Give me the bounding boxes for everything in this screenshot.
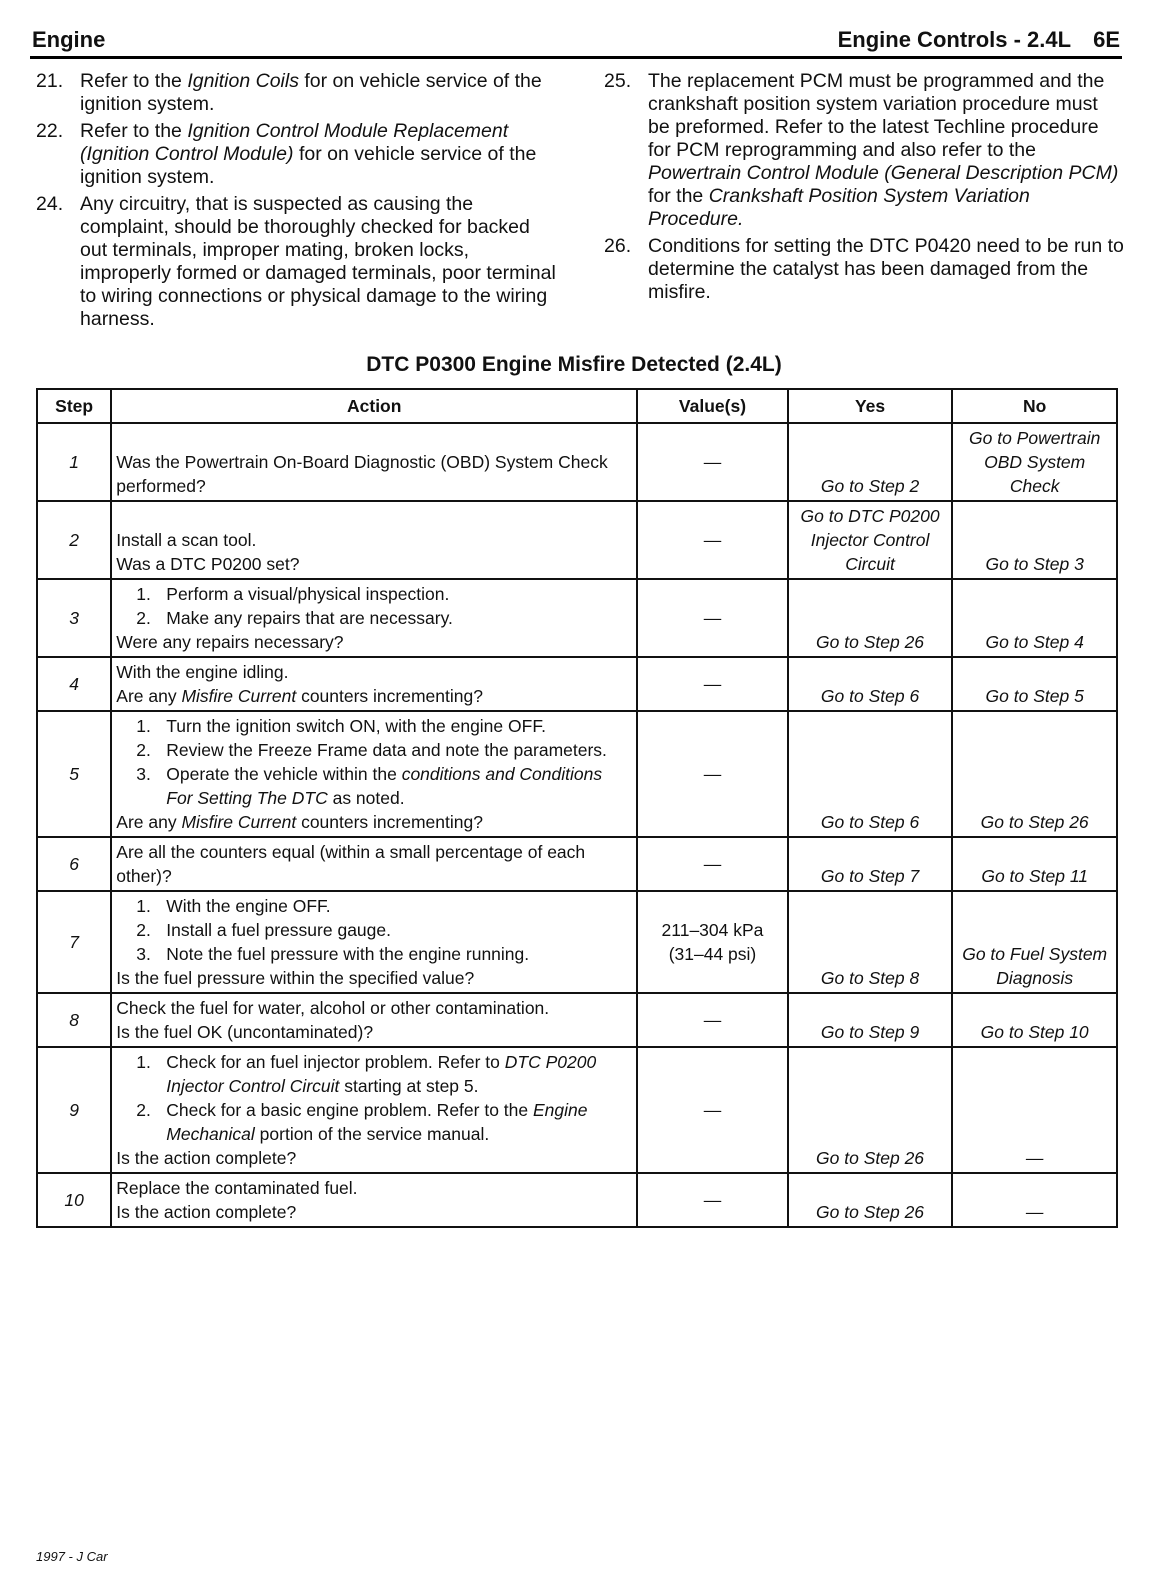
value-cell: — (637, 993, 788, 1047)
text-run: Refer to the (80, 70, 188, 92)
yes-cell: Go to Step 26 (788, 579, 953, 657)
text-run: Review the Freeze Frame data and note the parameters. (166, 740, 607, 760)
step-number: 9 (37, 1047, 111, 1173)
text-run: Are any (116, 686, 182, 706)
no-cell: — (952, 1047, 1117, 1173)
chapter-name: Engine Controls - 2.4L (837, 27, 1072, 52)
yes-cell: Go to Step 7 (788, 837, 953, 891)
yes-cell: Go to Step 6 (788, 657, 953, 711)
action-line (116, 966, 632, 990)
note-number: 22. (36, 120, 64, 142)
chapter-section: 6E (1093, 27, 1120, 52)
diagnostic-table (36, 388, 1118, 1228)
step-number: 3 (37, 579, 111, 657)
text-run: Was the Powertrain On-Board Diagnostic (OBD) System Check performed? (116, 452, 608, 496)
text-run: as noted. (327, 788, 405, 808)
text-run: Is the action complete? (116, 1202, 297, 1222)
italic-reference: Crankshaft Position System Variation Procedure. (648, 185, 1030, 230)
text-run: Check for a basic engine problem. Refer to the (166, 1100, 533, 1120)
no-cell: — (952, 1173, 1117, 1227)
text-run: Perform a visual/physical inspection. (166, 584, 450, 604)
table-row (37, 891, 1117, 993)
substep-number: 2. (136, 608, 151, 628)
value-cell: — (637, 837, 788, 891)
step-number: 5 (37, 711, 111, 837)
action-line (116, 1146, 632, 1170)
chapter-title (838, 27, 1120, 53)
action-substep (116, 582, 632, 606)
note-number: 24. (36, 193, 64, 215)
action-substep (116, 1050, 632, 1098)
italic-reference: Ignition Coils (187, 70, 299, 92)
text-run: Install a fuel pressure gauge. (166, 920, 391, 940)
text-run: Were any repairs necessary? (116, 632, 344, 652)
step-number: 4 (37, 657, 111, 711)
action-substep (116, 714, 632, 738)
substep-text (166, 894, 632, 918)
page-header (30, 22, 1122, 59)
action-cell (111, 1047, 637, 1173)
value-cell: — (637, 711, 788, 837)
action-cell (111, 579, 637, 657)
value-cell: 211–304 kPa (31–44 psi) (637, 891, 788, 993)
action-cell (111, 423, 637, 501)
value-cell: — (637, 579, 788, 657)
action-cell (111, 1173, 637, 1227)
text-run: for on vehicle service of the ignition system. (80, 143, 537, 188)
table-row (37, 993, 1117, 1047)
value-cell: — (637, 1047, 788, 1173)
step-number: 6 (37, 837, 111, 891)
column-header-action: Action (111, 389, 637, 423)
value-cell: — (637, 423, 788, 501)
note-text (80, 120, 556, 189)
text-run: Note the fuel pressure with the engine running. (166, 944, 530, 964)
action-cell (111, 891, 637, 993)
table-row (37, 423, 1117, 501)
table-row (37, 657, 1117, 711)
text-run: counters incrementing? (296, 812, 483, 832)
page-footer: 1997 - J Car (36, 1549, 108, 1564)
table-header-row (37, 389, 1117, 423)
substep-text (166, 606, 632, 630)
no-cell: Go to Step 3 (952, 501, 1117, 579)
step-number: 7 (37, 891, 111, 993)
step-number: 2 (37, 501, 111, 579)
substep-number: 3. (136, 764, 151, 784)
no-cell: Go to Fuel System Diagnosis (952, 891, 1117, 993)
note-number: 26. (604, 235, 632, 257)
action-line (116, 840, 632, 888)
note-item (604, 70, 1124, 231)
italic-reference: Ignition Control Module Replacement (Ignition Control Module) (80, 120, 509, 165)
note-item (604, 235, 1124, 304)
substep-number: 2. (136, 740, 151, 760)
note-number: 21. (36, 70, 64, 92)
text-run: Is the fuel OK (uncontaminated)? (116, 1022, 374, 1042)
substep-text (166, 918, 632, 942)
text-run: portion of the service manual. (254, 1124, 490, 1144)
text-run: Check the fuel for water, alcohol or other contamination. (116, 998, 550, 1018)
text-run: Make any repairs that are necessary. (166, 608, 453, 628)
note-item (36, 120, 556, 189)
step-number: 10 (37, 1173, 111, 1227)
note-text (648, 235, 1124, 304)
text-run: Was a DTC P0200 set? (116, 554, 300, 574)
action-line (116, 552, 632, 576)
no-cell: Go to Step 4 (952, 579, 1117, 657)
substep-text (166, 1050, 632, 1098)
table-row (37, 837, 1117, 891)
substep-number: 1. (136, 584, 151, 604)
section-title: Engine (32, 27, 106, 52)
note-text (80, 70, 556, 116)
italic-reference: Engine Mechanical (166, 1100, 588, 1144)
substep-text (166, 582, 632, 606)
substep-text (166, 762, 632, 810)
action-cell (111, 657, 637, 711)
yes-cell: Go to DTC P0200 Injector Control Circuit (788, 501, 953, 579)
table-row (37, 501, 1117, 579)
action-cell (111, 837, 637, 891)
yes-cell: Go to Step 26 (788, 1173, 953, 1227)
text-run: Turn the ignition switch ON, with the engine OFF. (166, 716, 546, 736)
substep-number: 1. (136, 1052, 151, 1072)
note-number: 25. (604, 70, 632, 92)
yes-cell: Go to Step 26 (788, 1047, 953, 1173)
substep-number: 2. (136, 920, 151, 940)
substep-text (166, 738, 632, 762)
action-line (116, 660, 632, 684)
column-header-yes: Yes (788, 389, 953, 423)
text-run: Conditions for setting the DTC P0420 need to be run to determine the catalyst has been damaged from the misfire. (648, 235, 1124, 303)
action-substep (116, 1098, 632, 1146)
action-substep (116, 918, 632, 942)
text-run: With the engine idling. (116, 662, 289, 682)
text-run: Is the fuel pressure within the specified value? (116, 968, 475, 988)
text-run: Install a scan tool. (116, 530, 257, 550)
text-run: With the engine OFF. (166, 896, 331, 916)
substep-number: 1. (136, 716, 151, 736)
column-header-values: Value(s) (637, 389, 788, 423)
substep-number: 3. (136, 944, 151, 964)
substep-text (166, 714, 632, 738)
text-run: Refer to the (80, 120, 188, 142)
action-line (116, 1176, 632, 1200)
note-item (36, 70, 556, 116)
text-run: Replace the contaminated fuel. (116, 1178, 358, 1198)
text-run: starting at step 5. (339, 1076, 479, 1096)
action-cell (111, 501, 637, 579)
italic-reference: conditions and Conditions For Setting The DTC (166, 764, 603, 808)
substep-text (166, 1098, 632, 1146)
italic-reference: Misfire Current (181, 812, 297, 832)
text-run: Are all the counters equal (within a small percentage of each other)? (116, 842, 586, 886)
table-row (37, 1173, 1117, 1227)
action-line (116, 528, 632, 552)
column-header-no: No (952, 389, 1117, 423)
action-cell (111, 993, 637, 1047)
no-cell: Go to Step 10 (952, 993, 1117, 1047)
no-cell: Go to Powertrain OBD System Check (952, 423, 1117, 501)
text-run: for on vehicle service of the ignition system. (80, 70, 542, 115)
table-row (37, 579, 1117, 657)
step-number: 8 (37, 993, 111, 1047)
action-line (116, 684, 632, 708)
step-number: 1 (37, 423, 111, 501)
action-substep (116, 606, 632, 630)
action-substep (116, 942, 632, 966)
text-run: Check for an fuel injector problem. Refer to (166, 1052, 505, 1072)
action-substep (116, 762, 632, 810)
no-cell: Go to Step 11 (952, 837, 1117, 891)
table-title: DTC P0300 Engine Misfire Detected (2.4L) (366, 353, 782, 376)
notes-right-column (604, 70, 1124, 308)
italic-reference: Powertrain Control Module (General Description PCM) (648, 162, 1119, 184)
substep-number: 1. (136, 896, 151, 916)
no-cell: Go to Step 5 (952, 657, 1117, 711)
column-header-step: Step (37, 389, 111, 423)
action-substep (116, 738, 632, 762)
text-run: Operate the vehicle within the (166, 764, 402, 784)
table-row (37, 711, 1117, 837)
yes-cell: Go to Step 8 (788, 891, 953, 993)
action-line (116, 450, 632, 498)
value-cell: — (637, 657, 788, 711)
value-cell: — (637, 501, 788, 579)
notes-left-column (36, 70, 556, 335)
action-line (116, 1200, 632, 1224)
text-run: The replacement PCM must be programmed and the crankshaft position system variation procedure must be preformed. Refer to the latest Techline procedure for PCM reprogramming and also refer to the (648, 70, 1105, 161)
substep-text (166, 942, 632, 966)
text-run: for the (648, 185, 709, 207)
action-line (116, 630, 632, 654)
action-cell (111, 711, 637, 837)
text-run: Any circuitry, that is suspected as causing the complaint, should be thoroughly checked for backed out terminals, improper mating, broken locks, improperly formed or damaged terminals, poor terminal to wiring connections or physical damage to the wiring harness. (80, 193, 556, 330)
note-text (648, 70, 1124, 231)
text-run: Are any (116, 812, 182, 832)
table-row (37, 1047, 1117, 1173)
text-run: Is the action complete? (116, 1148, 297, 1168)
yes-cell: Go to Step 2 (788, 423, 953, 501)
substep-number: 2. (136, 1100, 151, 1120)
action-line (116, 810, 632, 834)
note-text (80, 193, 556, 331)
action-line (116, 1020, 632, 1044)
value-cell: — (637, 1173, 788, 1227)
text-run: counters incrementing? (296, 686, 483, 706)
italic-reference: Misfire Current (181, 686, 297, 706)
note-item (36, 193, 556, 331)
action-substep (116, 894, 632, 918)
no-cell: Go to Step 26 (952, 711, 1117, 837)
yes-cell: Go to Step 9 (788, 993, 953, 1047)
action-line (116, 996, 632, 1020)
italic-reference: DTC P0200 Injector Control Circuit (166, 1052, 597, 1096)
yes-cell: Go to Step 6 (788, 711, 953, 837)
